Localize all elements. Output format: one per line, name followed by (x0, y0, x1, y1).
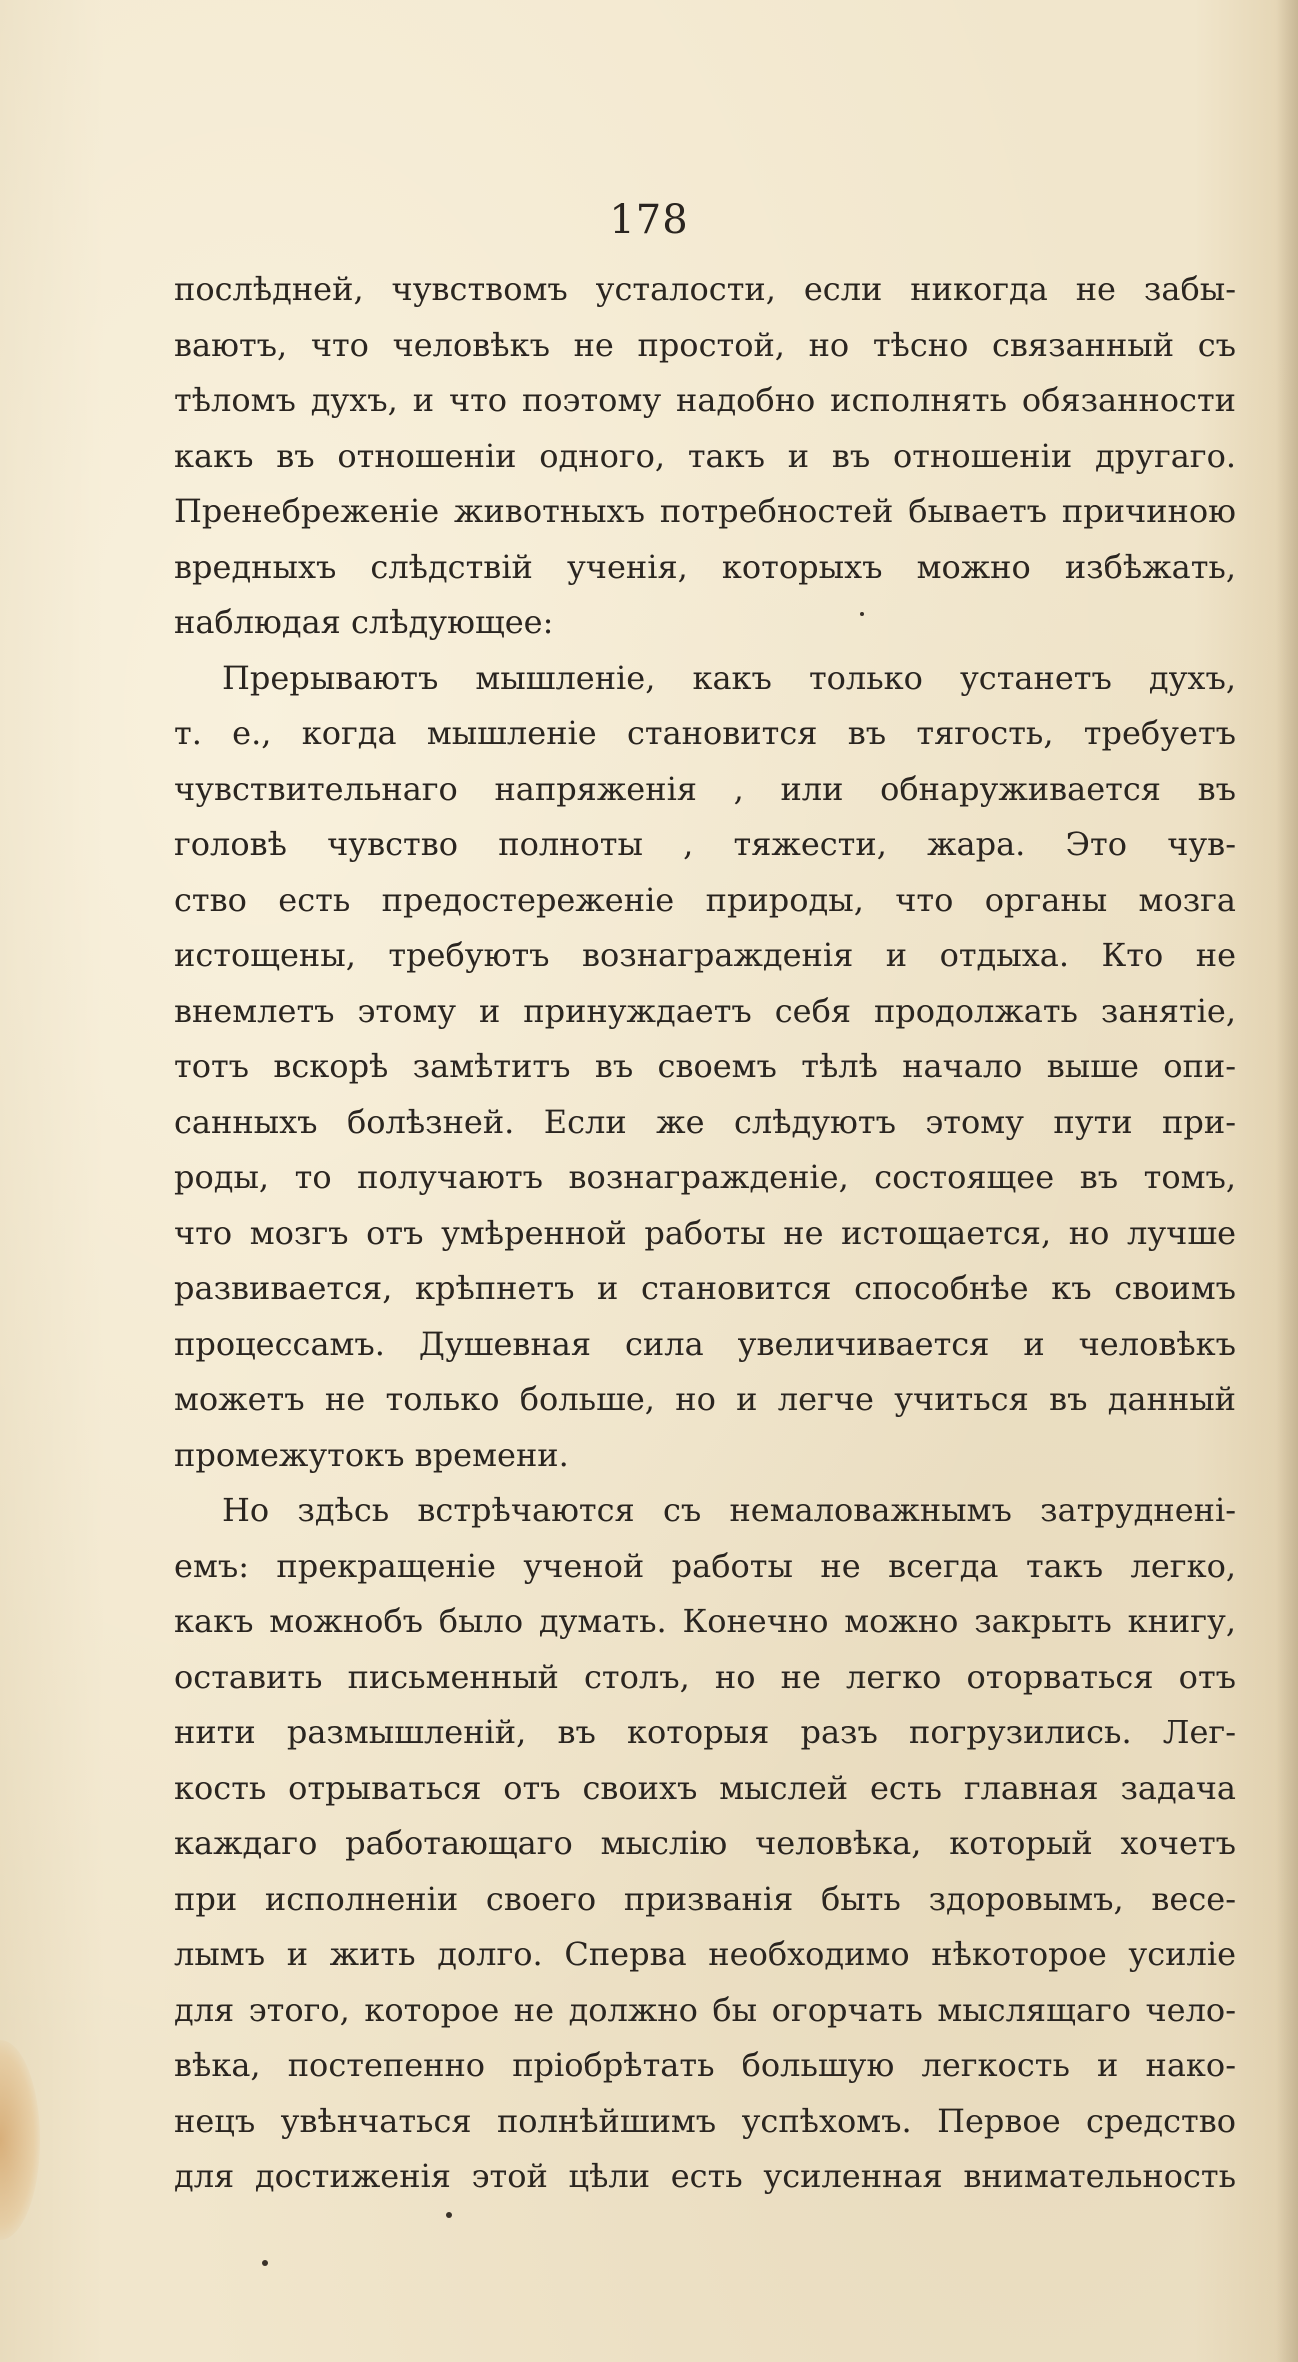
text-line: какъ можнобъ было думать. Конечно можно закрыть книгу, (174, 1602, 1236, 1640)
text-line: для этого, которое не должно бы огорчать мыслящаго чело- (174, 1990, 1236, 2029)
text-line: головѣ чувство полноты , тяжести, жара. Это чув- (174, 825, 1236, 863)
text-line: Пренебреженіе животныхъ потребностей бываетъ причиною (174, 492, 1236, 530)
text-line: вредныхъ слѣдствій ученія, которыхъ можно избѣжать, (174, 547, 1236, 586)
text-line: роды, то получаютъ вознагражденіе, состоящее въ томъ, (174, 1158, 1236, 1196)
text-line: нецъ увѣнчаться полнѣйшимъ успѣхомъ. Первое средство (174, 2101, 1236, 2140)
text-line-paragraph-start: Но здѣсь встрѣчаются съ немаловажнымъ затрудненi- (222, 1491, 1236, 1529)
text-line: развивается, крѣпнетъ и становится способнѣе къ своимъ (174, 1269, 1236, 1307)
text-line: вѣка, постепенно пріобрѣтать большую легкость и нако- (174, 2046, 1236, 2084)
ink-speck (262, 2260, 268, 2266)
text-line: оставить письменный столъ, но не легко оторваться отъ (174, 1657, 1236, 1696)
ink-speck (860, 612, 864, 616)
text-line: емъ: прекращеніе ученой работы не всегда такъ легко, (174, 1546, 1236, 1585)
text-line: ство есть предостереженіе природы, что органы мозга (174, 880, 1236, 919)
text-line: при исполненіи своего призванія быть здоровымъ, весе- (174, 1879, 1236, 1918)
body-text (174, 262, 1236, 2205)
page-stain (0, 2040, 40, 2240)
text-line: санныхъ болѣзней. Если же слѣдуютъ этому пути при- (174, 1102, 1236, 1141)
text-line: для достиженія этой цѣли есть усиленная внимательность (174, 2157, 1236, 2195)
text-line: нити размышленій, въ которыя разъ погрузились. Лег- (174, 1713, 1236, 1751)
text-line: истощены, требуютъ вознагражденія и отдыха. Кто не (174, 936, 1236, 974)
text-line: тѣломъ духъ, и что поэтому надобно исполнять обязанности (174, 381, 1236, 419)
text-line: тотъ вскорѣ замѣтитъ въ своемъ тѣлѣ начало выше опи- (174, 1047, 1236, 1085)
page-number: 178 (609, 197, 689, 243)
ink-speck (446, 2212, 452, 2218)
text-line: каждаго работающаго мыслію человѣка, который хочетъ (174, 1824, 1236, 1862)
text-line: промежутокъ времени. (174, 1435, 569, 1474)
text-line: внемлетъ этому и принуждаетъ себя продолжать занятіе, (174, 991, 1236, 1030)
text-line: что мозгъ отъ умѣренной работы не истощается, но лучше (174, 1213, 1236, 1252)
text-line: чувствительнаго напряженія , или обнаруживается въ (174, 769, 1236, 808)
text-line: лымъ и жить долго. Сперва необходимо нѣкоторое усиліе (174, 1935, 1236, 1973)
text-line: ваютъ, что человѣкъ не простой, но тѣсно связанный съ (174, 325, 1236, 364)
text-line: кость отрываться отъ своихъ мыслей есть главная задача (174, 1768, 1236, 1807)
text-line: послѣдней, чувствомъ усталости, если никогда не забы- (174, 270, 1236, 308)
text-line: т. е., когда мышленіе становится въ тягость, требуетъ (174, 714, 1236, 752)
text-line-paragraph-start: Прерываютъ мышленіе, какъ только устанетъ духъ, (222, 658, 1236, 697)
text-line: какъ въ отношеніи одного, такъ и въ отношеніи другаго. (174, 436, 1236, 475)
text-line: можетъ не только больше, но и легче учиться въ данный (174, 1380, 1236, 1418)
text-line: процессамъ. Душевная сила увеличивается и человѣкъ (174, 1324, 1236, 1363)
page-edge-shadow (1276, 0, 1298, 2362)
text-line: наблюдая слѣдующее: (174, 603, 554, 641)
